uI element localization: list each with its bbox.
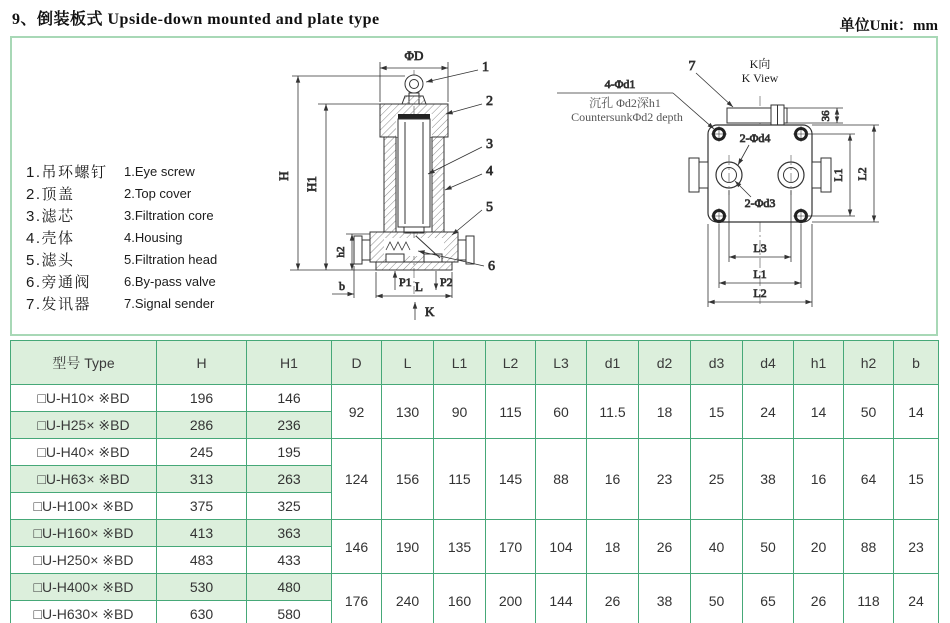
model-cell: □U-H100× ※BD (11, 493, 157, 520)
dim-cell-merged: 26 (639, 520, 691, 574)
svg-text:P1: P1 (399, 275, 412, 289)
part-name-en: 6.By-pass valve (124, 273, 216, 289)
svg-text:ΦD: ΦD (404, 48, 424, 63)
part-name-en: 4.Housing (124, 229, 183, 245)
port-P2-arrow (436, 271, 453, 290)
dim-cell-merged: 240 (382, 574, 434, 623)
list-item (26, 270, 217, 292)
dimension-table (10, 340, 939, 623)
dim-cell-merged: 145 (486, 439, 536, 520)
dim-cell: 146 (247, 385, 332, 412)
svg-text:4: 4 (486, 164, 493, 179)
dim-cell: 325 (247, 493, 332, 520)
part-name-en: 1.Eye screw (124, 163, 195, 179)
dim-cell: 196 (157, 385, 247, 412)
part-name-cn: 5.滤头 (26, 251, 75, 269)
list-item (26, 204, 217, 226)
filter-core (398, 114, 430, 233)
dim-cell-merged: 38 (639, 574, 691, 623)
list-item (26, 160, 217, 182)
svg-text:L2: L2 (753, 286, 767, 300)
table-row (11, 574, 939, 601)
dim-cell-merged: 50 (844, 385, 894, 439)
parts-list (26, 160, 217, 314)
svg-text:L3: L3 (753, 241, 767, 255)
dim-cell: 313 (157, 466, 247, 493)
dim-cell-merged: 64 (844, 439, 894, 520)
part-name-en: 3.Filtration core (124, 207, 214, 223)
part-name-en: 2.Top cover (124, 185, 192, 201)
col-header: L3 (536, 341, 587, 385)
model-cell: □U-H630× ※BD (11, 601, 157, 623)
k-view-drawing (545, 56, 943, 312)
dim-L1-bottom (719, 224, 801, 288)
svg-text:K: K (425, 304, 435, 319)
svg-text:H1: H1 (304, 176, 319, 192)
dim-cell: 245 (157, 439, 247, 466)
svg-text:H: H (276, 171, 291, 181)
model-cell: □U-H40× ※BD (11, 439, 157, 466)
part-name-cn: 3.滤芯 (26, 207, 75, 225)
dim-cell-merged: 135 (434, 520, 486, 574)
dim-cell: 375 (157, 493, 247, 520)
col-header: d2 (639, 341, 691, 385)
dim-cell: 413 (157, 520, 247, 547)
header-row (11, 341, 939, 385)
dim-cell-merged: 16 (587, 439, 639, 520)
dim-cell-merged: 18 (587, 520, 639, 574)
dim-cell-merged: 14 (794, 385, 844, 439)
model-cell: □U-H250× ※BD (11, 547, 157, 574)
dim-cell-merged: 15 (894, 439, 939, 520)
svg-text:L1: L1 (831, 168, 845, 182)
dim-cell-merged: 118 (844, 574, 894, 623)
table-row (11, 439, 939, 466)
part-name-cn: 1.吊环螺钉 (26, 163, 108, 181)
countersunk-label-cn: 沉孔 Φd2深h1 (589, 96, 661, 110)
main-section-drawing (268, 44, 520, 332)
svg-text:7: 7 (688, 59, 696, 74)
col-header: d1 (587, 341, 639, 385)
svg-text:3: 3 (486, 137, 493, 152)
k-direction-arrow (415, 302, 435, 320)
col-header: d4 (743, 341, 794, 385)
signal-sender (727, 105, 787, 126)
list-item (26, 182, 217, 204)
dim-cell: 480 (247, 574, 332, 601)
page-title: 9、倒装板式 Upside-down mounted and plate type (12, 11, 380, 28)
part-name-en: 7.Signal sender (124, 295, 215, 311)
svg-text:1: 1 (482, 60, 489, 75)
part-name-cn: 2.顶盖 (26, 185, 75, 203)
k-view-title-en: K View (741, 71, 779, 85)
dim-cell-merged: 156 (382, 439, 434, 520)
col-header: L2 (486, 341, 536, 385)
svg-text:2-Φd4: 2-Φd4 (739, 131, 771, 145)
col-header: H (157, 341, 247, 385)
dim-cell-merged: 18 (639, 385, 691, 439)
dim-cell-merged: 130 (382, 385, 434, 439)
dim-cell: 236 (247, 412, 332, 439)
svg-text:L1: L1 (753, 267, 767, 281)
dim-cell-merged: 50 (691, 574, 743, 623)
col-header: h1 (794, 341, 844, 385)
dim-cell-merged: 50 (743, 520, 794, 574)
unit-label: 单位Unit：mm (839, 18, 938, 34)
dim-cell-merged: 65 (743, 574, 794, 623)
model-cell: □U-H25× ※BD (11, 412, 157, 439)
dim-cell-merged: 144 (536, 574, 587, 623)
dim-cell-merged: 146 (332, 520, 382, 574)
dim-cell: 363 (247, 520, 332, 547)
part-name-cn: 7.发讯器 (26, 295, 92, 313)
list-item (26, 226, 217, 248)
list-item (26, 292, 217, 314)
dim-cell-merged: 60 (536, 385, 587, 439)
dim-cell-merged: 200 (486, 574, 536, 623)
svg-text:b: b (339, 279, 345, 293)
list-item (26, 248, 217, 270)
col-header: L1 (434, 341, 486, 385)
part-name-cn: 4.壳体 (26, 229, 75, 247)
port-P1-arrow (395, 271, 412, 290)
table-row (11, 385, 939, 412)
callout-7 (689, 59, 734, 107)
model-cell: □U-H63× ※BD (11, 466, 157, 493)
model-cell: □U-H400× ※BD (11, 574, 157, 601)
dim-cell-merged: 124 (332, 439, 382, 520)
dim-cell-merged: 15 (691, 385, 743, 439)
dim-cell-merged: 16 (794, 439, 844, 520)
dim-cell-merged: 92 (332, 385, 382, 439)
col-header: b (894, 341, 939, 385)
dim-cell-merged: 160 (434, 574, 486, 623)
svg-text:L: L (415, 279, 423, 294)
k-view-title-cn: K向 (749, 57, 771, 71)
dim-cell-merged: 104 (536, 520, 587, 574)
model-cell: □U-H10× ※BD (11, 385, 157, 412)
dim-cell-merged: 20 (794, 520, 844, 574)
part-name-cn: 6.旁通阀 (26, 273, 92, 291)
dim-cell: 630 (157, 601, 247, 623)
dim-cell-merged: 170 (486, 520, 536, 574)
dim-cell: 286 (157, 412, 247, 439)
dim-cell-merged: 115 (434, 439, 486, 520)
dim-cell-merged: 23 (894, 520, 939, 574)
countersunk-label-en: CountersunkΦd2 depth (571, 110, 683, 124)
dim-cell: 263 (247, 466, 332, 493)
dim-b (332, 266, 452, 298)
dim-cell-merged: 40 (691, 520, 743, 574)
dim-cell-merged: 90 (434, 385, 486, 439)
dim-cell-merged: 38 (743, 439, 794, 520)
svg-text:36: 36 (820, 110, 832, 122)
col-header: 型号 Type (11, 341, 157, 385)
col-header: h2 (844, 341, 894, 385)
dim-cell-merged: 26 (587, 574, 639, 623)
svg-text:6: 6 (488, 259, 495, 274)
col-header: L (382, 341, 434, 385)
svg-text:L2: L2 (855, 167, 869, 181)
dim-cell-merged: 11.5 (587, 385, 639, 439)
col-header: D (332, 341, 382, 385)
svg-text:4-Φd1: 4-Φd1 (604, 77, 636, 91)
dim-cell-merged: 88 (536, 439, 587, 520)
dim-cell: 433 (247, 547, 332, 574)
dim-cell-merged: 23 (639, 439, 691, 520)
svg-text:5: 5 (486, 200, 493, 215)
dim-cell-merged: 14 (894, 385, 939, 439)
dim-cell-merged: 24 (894, 574, 939, 623)
dim-cell-merged: 26 (794, 574, 844, 623)
dim-cell: 195 (247, 439, 332, 466)
dim-cell-merged: 25 (691, 439, 743, 520)
dim-cell-merged: 24 (743, 385, 794, 439)
svg-text:h2: h2 (335, 246, 347, 258)
table-row (11, 520, 939, 547)
dim-36 (787, 108, 843, 123)
dim-cell-merged: 190 (382, 520, 434, 574)
dim-cell-merged: 88 (844, 520, 894, 574)
col-header: d3 (691, 341, 743, 385)
filter-head (354, 232, 474, 270)
dim-cell: 530 (157, 574, 247, 601)
diagram-panel (10, 36, 938, 336)
dim-cell-merged: 115 (486, 385, 536, 439)
svg-text:2: 2 (486, 94, 493, 109)
part-name-en: 5.Filtration head (124, 251, 218, 267)
col-header: H1 (247, 341, 332, 385)
model-cell: □U-H160× ※BD (11, 520, 157, 547)
svg-text:2-Φd3: 2-Φd3 (744, 196, 776, 210)
dim-cell: 483 (157, 547, 247, 574)
dim-cell-merged: 176 (332, 574, 382, 623)
dim-cell: 580 (247, 601, 332, 623)
svg-text:P2: P2 (440, 275, 453, 289)
